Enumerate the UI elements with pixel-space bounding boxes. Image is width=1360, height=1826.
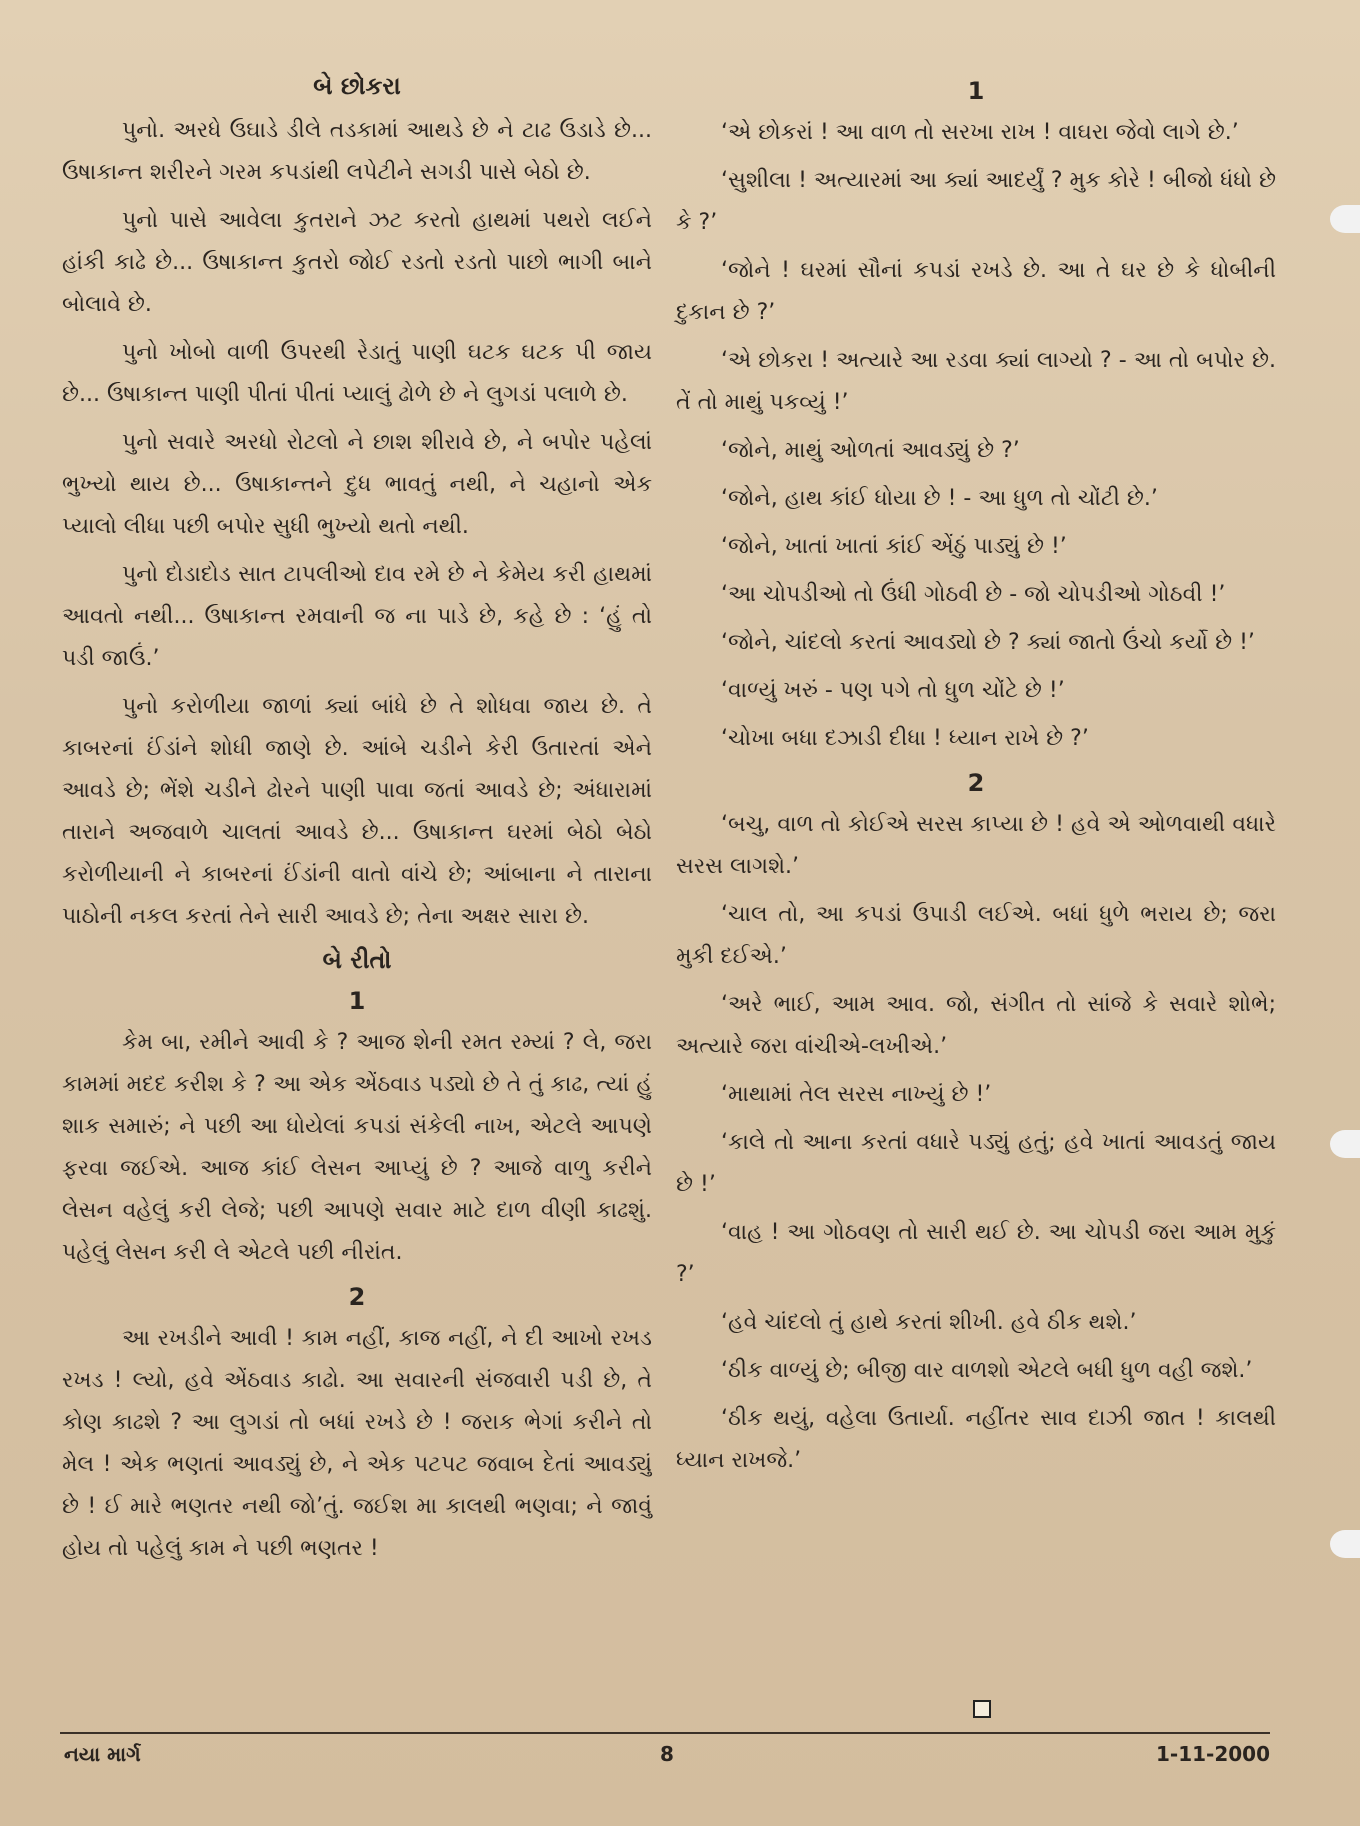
section-number: 1: [348, 987, 366, 1015]
paragraph: પુનો. અરધે ઉઘાડે ડીલે તડકામાં આથડે છે ને ટાઢ ઉડાડે છે... ઉષાકાન્ત શરીરને ગરમ કપડાંથી લપેટીને સગડી પાસે બેઠો છે.: [62, 118, 652, 185]
dialogue-line: ‘બચુ, વાળ તો કોઈએ સરસ કાપ્યા છે ! હવે એ ઓળવાથી વધારે સરસ લાગશે.’: [676, 812, 1276, 879]
dialogue-line: ‘એ છોકરાં ! આ વાળ તો સરખા રાખ ! વાઘરા જેવો લાગે છે.’: [721, 120, 1239, 145]
dialogue-line: ‘આ ચોપડીઓ તો ઉંધી ગોઠવી છે - જો ચોપડીઓ ગોઠવી !’: [721, 582, 1226, 607]
punch-hole-icon: [1330, 1530, 1360, 1558]
article-title: બે છોકરા: [313, 72, 401, 100]
left-column: [62, 70, 652, 1576]
dialogue-line: ‘કાલે તો આના કરતાં વધારે પડ્યું હતું; હવે ખાતાં આવડતું જાય છે !’: [676, 1130, 1276, 1197]
paragraph: આ રખડીને આવી ! કામ નહીં, કાજ નહીં, ને દી આખો રખડ રખડ ! લ્યો, હવે એંઠવાડ કાઢો. આ સવારની સંજવારી પડી છે, તે કોણ કાઢશે ? આ લુગડાં તો બધાં રખડે છે ! જરાક ભેગાં કરીને તો મેલ ! એક ભણતાં આવડ્યું છે, ને એક પટપટ જવાબ દેતાં આવડ્યું છે ! ઈ મારે ભણતર નથી જો’તું. જઈશ મા કાલથી ભણવા; ને જાવું હોય તો પહેલું કામ ને પછી ભણતર !: [62, 1326, 652, 1561]
dialogue-line: ‘અરે ભાઈ, આમ આવ. જો, સંગીત તો સાંજે કે સવારે શોભે; અત્યારે જરા વાંચીએ-લખીએ.’: [676, 992, 1276, 1059]
dialogue-line: ‘સુશીલા ! અત્યારમાં આ ક્યાં આદર્યું ? મુક કોરે ! બીજો ધંધો છે કે ?’: [676, 168, 1276, 235]
dialogue-line: ‘ઠીક થયું, વહેલા ઉતાર્યા. નહીંતર સાવ દાઝી જાત ! કાલથી ધ્યાન રાખજે.’: [676, 1406, 1276, 1473]
section-number: 1: [967, 77, 985, 105]
section-number: 2: [348, 1283, 366, 1311]
dialogue-line: ‘જોને, માથું ઓળતાં આવડ્યું છે ?’: [721, 438, 1020, 463]
paragraph: પુનો સવારે અરધો રોટલો ને છાશ શીરાવે છે, ને બપોર પહેલાં ભુખ્યો થાય છે... ઉષાકાન્તને દુધ ભાવતું નથી, ને ચહાનો એક પ્યાલો લીધા પછી બપોર સુધી ભુખ્યો થતો નથી.: [62, 430, 652, 539]
dialogue-line: ‘જોને, હાથ કાંઈ ધોયા છે ! - આ ધુળ તો ચોંટી છે.’: [721, 486, 1158, 511]
issue-date: 1-11-2000: [1155, 1742, 1270, 1766]
dialogue-line: ‘વાહ ! આ ગોઠવણ તો સારી થઈ છે. આ ચોપડી જરા આમ મુકું ?’: [676, 1220, 1276, 1287]
publication-name: નયા માર્ગ: [64, 1742, 141, 1766]
dialogue-line: ‘જોને, ખાતાં ખાતાં કાંઈ એંઠું પાડ્યું છે !’: [721, 534, 1067, 559]
section-title: બે રીતો: [322, 946, 392, 974]
punch-hole-icon: [1330, 205, 1360, 233]
dialogue-line: ‘જોને ! ઘરમાં સૌનાં કપડાં રખડે છે. આ તે ઘર છે કે ધોબીની દુકાન છે ?’: [676, 258, 1276, 325]
right-column: [676, 70, 1276, 1488]
dialogue-line: ‘હવે ચાંદલો તું હાથે કરતાં શીખી. હવે ઠીક થશે.’: [721, 1310, 1137, 1335]
dialogue-line: ‘ઠીક વાળ્યું છે; બીજી વાર વાળશો એટલે બધી ધુળ વહી જશે.’: [721, 1358, 1253, 1383]
page-number: 8: [660, 1742, 674, 1766]
paragraph: પુનો પાસે આવેલા કુતરાને ઝટ કરતો હાથમાં પથરો લઈને હાંકી કાઢે છે... ઉષાકાન્ત કુતરો જોઈ રડતો રડતો પાછો ભાગી બાને બોલાવે છે.: [62, 208, 652, 317]
dialogue-line: ‘જોને, ચાંદલો કરતાં આવડ્યો છે ? ક્યાં જાતો ઉંચો કર્યો છે !’: [721, 630, 1255, 655]
dialogue-line: ‘વાળ્યું ખરું - પણ પગે તો ધુળ ચોંટે છે !’: [721, 678, 1065, 703]
paragraph: પુનો ખોબો વાળી ઉપરથી રેડાતું પાણી ઘટક ઘટક પી જાય છે... ઉષાકાન્ત પાણી પીતાં પીતાં પ્યાલું ઢોળે છે ને લુગડાં પલાળે છે.: [62, 340, 652, 407]
footer-divider: [60, 1732, 1270, 1734]
section-number: 2: [967, 769, 985, 797]
paragraph: કેમ બા, રમીને આવી કે ? આજ શેની રમત રમ્યાં ? લે, જરા કામમાં મદદ કરીશ કે ? આ એક એંઠવાડ પડ્યો છે તે તું કાઢ, ત્યાં હું શાક સમારું; ને પછી આ ધોયેલાં કપડાં સંકેલી નાખ, એટલે આપણે ફરવા જઈએ. આજ કાંઈ લેસન આપ્યું છે ? આજે વાળુ કરીને લેસન વહેલું કરી લેજે; પછી આપણે સવાર માટે દાળ વીણી કાઢશું. પહેલું લેસન કરી લે એટલે પછી નીરાંત.: [62, 1030, 652, 1265]
dialogue-line: ‘ચોખા બધા દઝાડી દીધા ! ધ્યાન રાખે છે ?’: [721, 726, 1089, 751]
paragraph: પુનો કરોળીયા જાળાં ક્યાં બાંધે છે તે શોધવા જાય છે. તે કાબરનાં ઈંડાંને શોધી જાણે છે. આંબે ચડીને કેરી ઉતારતાં એને આવડે છે; ભેંશે ચડીને ઢોરને પાણી પાવા જતાં આવડે છે; અંધારામાં તારાને અજવાળે ચાલતાં આવડે છે... ઉષાકાન્ત ઘરમાં બેઠો બેઠો કરોળીયાની ને કાબરનાં ઈંડાંની વાતો વાંચે છે; આંબાના ને તારાના પાઠોની નકલ કરતાં તેને સારી આવડે છે; તેના અક્ષર સારા છે.: [62, 694, 652, 929]
dialogue-line: ‘માથામાં તેલ સરસ નાખ્યું છે !’: [721, 1082, 992, 1107]
dialogue-line: ‘એ છોકરા ! અત્યારે આ રડવા ક્યાં લાગ્યો ? - આ તો બપોર છે. તેં તો માથું પકવ્યું !’: [676, 348, 1276, 415]
dialogue-line: ‘ચાલ તો, આ કપડાં ઉપાડી લઈએ. બધાં ધુળે ભરાય છે; જરા મુકી દઈએ.’: [676, 902, 1276, 969]
end-mark-icon: [973, 1700, 991, 1718]
punch-hole-icon: [1330, 1130, 1360, 1158]
paragraph: પુનો દોડાદોડ સાત ટાપલીઓ દાવ રમે છે ને કેમેય કરી હાથમાં આવતો નથી... ઉષાકાન્ત રમવાની જ ના પાડે છે, કહે છે : ‘હું તો પડી જાઉં.’: [62, 562, 652, 671]
